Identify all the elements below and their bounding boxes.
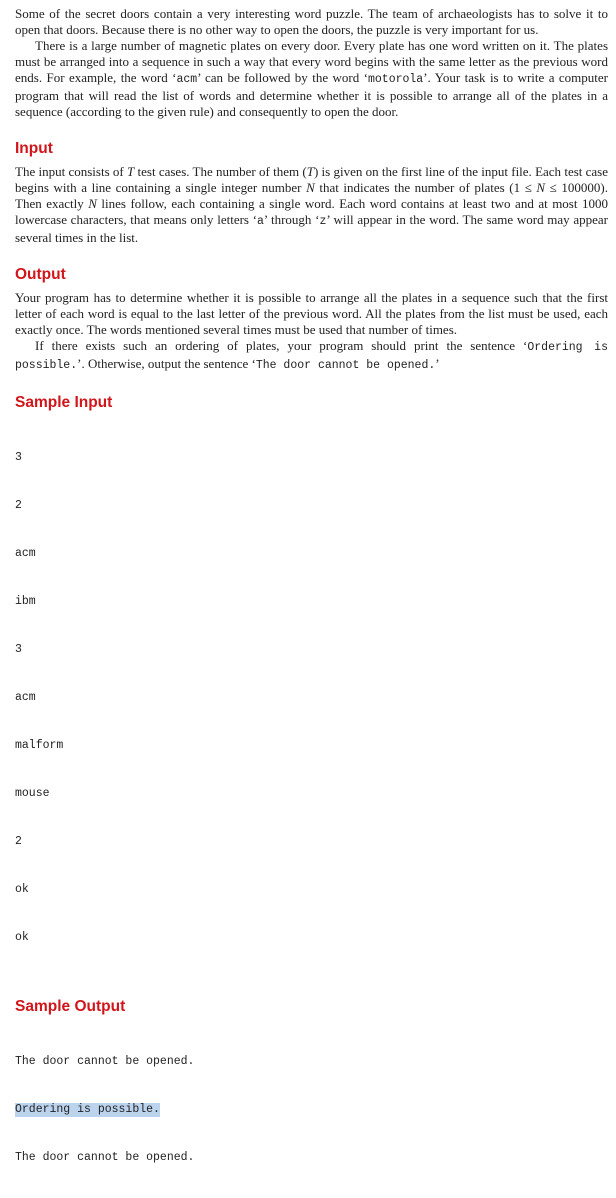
text-selection-highlight[interactable]: Ordering is possible. [15, 1103, 160, 1116]
output-paragraph-1: Your program has to determine whether it is possible to arrange all the plates in a sequence such that the first letter of each word is equal to the last letter of the previous word. All the plates from the list must be used, each exactly once. The words mentioned several times must be used that number of times. [15, 290, 608, 337]
sample-input-line: 2 [15, 835, 22, 848]
sample-input-line: acm [15, 547, 36, 560]
input-text: that indicates the number of plates (1 ≤ [314, 180, 537, 195]
sample-input-line: ok [15, 931, 29, 944]
sample-input-line: malform [15, 739, 64, 752]
intro-text: ’ can be followed by the word ‘ [197, 70, 368, 85]
sample-input-block [15, 418, 608, 978]
sample-input-line: ibm [15, 595, 36, 608]
var-n: N [536, 180, 546, 195]
example-word-acm: acm [176, 73, 198, 86]
sentence-ordering-possible: Ordering is possible. [15, 341, 608, 372]
sample-output-line: The door cannot be opened. [15, 1151, 195, 1164]
sample-input-line: mouse [15, 787, 50, 800]
var-n: N [88, 196, 97, 211]
sample-output-block [15, 1022, 608, 1198]
letter-a: a [257, 215, 264, 228]
sample-input-line: 3 [15, 451, 22, 464]
example-word-motorola: motorola [368, 73, 424, 86]
sample-output-heading: Sample Output [15, 998, 126, 1015]
intro-text: There is a large number of magnetic plates on every door. Every plate has one word written on it. The plates must be arranged into a sequence in such a way that every word begins with the same letter as the previous word ends. For example, the word ‘ [15, 38, 608, 85]
problem-statement [15, 6, 608, 1198]
output-text: ’. Otherwise, output the sentence ‘ [77, 356, 256, 371]
sample-input-line: acm [15, 691, 36, 704]
output-heading: Output [15, 266, 66, 283]
input-description [15, 164, 608, 246]
output-paragraph-2 [15, 338, 608, 374]
output-text: ’ [435, 356, 440, 371]
sample-output-line: The door cannot be opened. [15, 1055, 195, 1068]
sample-input-line: ok [15, 883, 29, 896]
input-text: test cases. The number of them ( [134, 164, 307, 179]
var-n: N [306, 180, 315, 195]
sample-input-line: 3 [15, 643, 22, 656]
intro-paragraph-2 [15, 38, 608, 120]
var-t: T [306, 164, 314, 179]
input-heading: Input [15, 140, 53, 157]
var-t: T [127, 164, 135, 179]
output-text: If there exists such an ordering of plates, your program should print the sentence ‘ [35, 338, 528, 353]
intro-text: ’. Your task is to write a computer program that will read the list of words and determine whether it is possible to arrange all of the plates in a sequence (according to the given rule) and consequently to open the door. [15, 70, 608, 119]
letter-z: z [319, 215, 327, 228]
input-text: ’ through ‘ [263, 212, 320, 227]
input-text: The input consists of [15, 164, 128, 179]
input-text: ’ will appear in the word. The same word may appear several times in the list. [15, 212, 608, 245]
input-text: ) is given on the first line of the input file. Each test case begins with a line containing a single integer number [15, 164, 609, 195]
sample-output-line-selected[interactable] [15, 1102, 608, 1118]
sentence-door-cannot-open: The door cannot be opened. [255, 359, 436, 372]
intro-paragraph-1: Some of the secret doors contain a very interesting word puzzle. The team of archaeologists has to solve it to open that doors. Because there is no other way to open the doors, the puzzle is very important for us. [15, 6, 608, 37]
sample-input-line: 2 [15, 499, 22, 512]
sample-input-heading: Sample Input [15, 394, 113, 411]
input-text: lines follow, each containing a single word. Each word contains at least two and at most 1000 lowercase characters, that means only letters ‘ [15, 196, 608, 227]
input-text: ≤ 100000). Then exactly [15, 180, 608, 211]
